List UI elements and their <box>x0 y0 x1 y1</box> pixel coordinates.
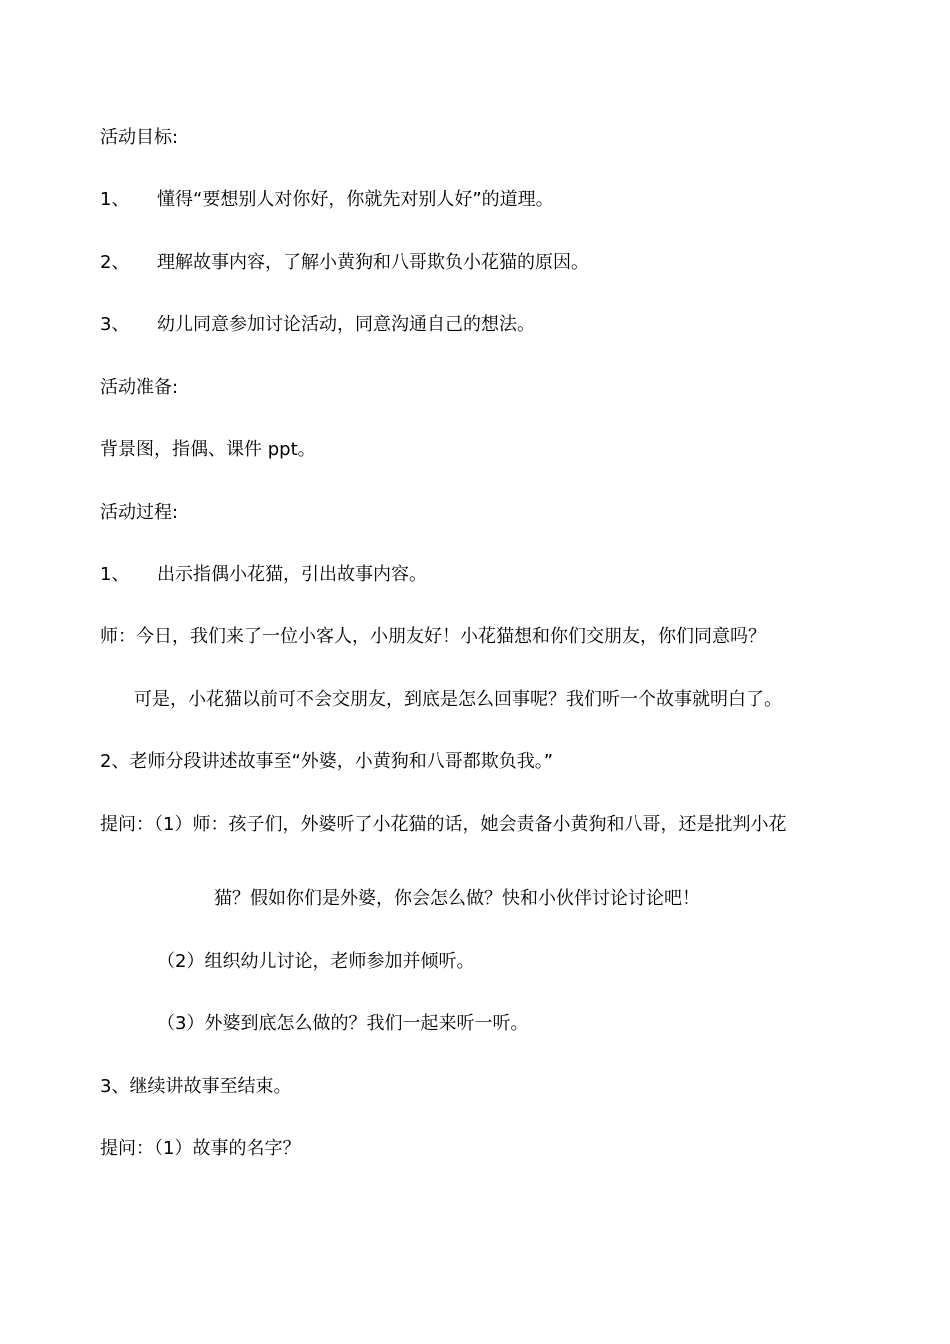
question-3: （3）外婆到底怎么做的？我们一起来听一听。 <box>157 1013 529 1034</box>
goal-number: 3、 <box>100 314 130 335</box>
heading-activity-preparation: 活动准备: <box>100 377 179 398</box>
goal-item-2 <box>100 251 589 275</box>
goal-number: 2、 <box>100 252 130 273</box>
question-1-line-2: 猫？假如你们是外婆，你会怎么做？快和小伙伴讨论讨论吧！ <box>214 888 700 909</box>
heading-activity-process: 活动过程: <box>100 502 179 523</box>
teacher-dialogue-line-1: 师：今日，我们来了一位小客人，小朋友好！小花猫想和你们交朋友，你们同意吗？ <box>100 626 766 647</box>
goal-text: 幼儿同意参加讨论活动，同意沟通自己的想法。 <box>157 314 535 335</box>
heading-activity-goals: 活动目标: <box>100 127 179 148</box>
step-text: 出示指偶小花猫，引出故事内容。 <box>157 564 427 585</box>
question-1-line-1: 提问：（1）师：孩子们，外婆听了小花猫的话，她会责备小黄狗和八哥，还是批判小花 <box>100 814 787 835</box>
goal-text: 理解故事内容，了解小黄狗和八哥欺负小花猫的原因。 <box>157 252 589 273</box>
goal-item-3 <box>100 313 535 337</box>
process-step-3: 3、继续讲故事至结束。 <box>100 1076 292 1097</box>
question-2: （2）组织幼儿讨论，老师参加并倾听。 <box>157 951 475 972</box>
step-number: 1、 <box>100 564 130 585</box>
process-step-1 <box>100 563 427 587</box>
question-story-name: 提问：（1）故事的名字？ <box>100 1138 301 1159</box>
goal-number: 1、 <box>100 189 130 210</box>
goal-item-1 <box>100 188 554 212</box>
preparation-text: 背景图，指偶、课件 ppt。 <box>100 439 316 460</box>
teacher-dialogue-line-2: 可是，小花猫以前可不会交朋友，到底是怎么回事呢？我们听一个故事就明白了。 <box>134 689 782 710</box>
goal-text: 懂得“要想别人对你好，你就先对别人好”的道理。 <box>157 189 554 210</box>
process-step-2: 2、老师分段讲述故事至“外婆，小黄狗和八哥都欺负我。” <box>100 751 554 772</box>
